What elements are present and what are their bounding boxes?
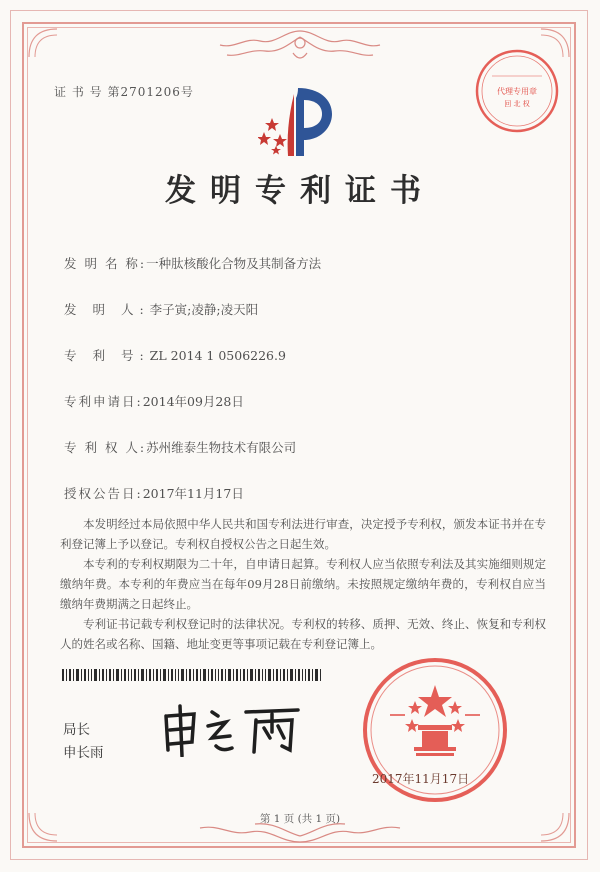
- inventor-label: 发 明 人:: [64, 302, 150, 317]
- director-name: 申长雨: [63, 745, 104, 761]
- certificate-title: 发明专利证书: [165, 173, 435, 209]
- patentee-row: [64, 438, 296, 456]
- filing-date-label: 专利申请日:: [64, 394, 143, 409]
- filing-date-row: [64, 392, 244, 410]
- inventors: 李子寅;凌静;凌天阳: [149, 302, 259, 317]
- invention-name: 一种肽核酸化合物及其制备方法: [146, 256, 322, 271]
- barcode-icon: [62, 669, 322, 681]
- page-number: 第 1 页 (共 1 页): [259, 813, 341, 825]
- seal-date: 2017年11月17日: [372, 772, 470, 786]
- filing-date: 2014年09月28日: [142, 394, 244, 409]
- corner-ornament-icon: [27, 27, 67, 67]
- certificate-number: 证 书 号 第2701206号: [54, 85, 194, 99]
- patentee: 苏州维泰生物技术有限公司: [146, 440, 297, 455]
- patent-number: ZL 2014 1 0506226.9: [149, 348, 286, 363]
- grant-date-label: 授权公告日:: [64, 486, 143, 501]
- grant-date: 2017年11月17日: [142, 486, 244, 501]
- invention-name-label: 发 明 名 称:: [64, 256, 147, 271]
- top-ornament-icon: [205, 27, 395, 67]
- body-paragraph: 本专利的专利权期限为二十年，自申请日起算。专利权人应当依照专利法及其实施细则规定缴纳年费。本专利的年费应当在每年09月28日前缴纳。未按照规定缴纳年费的，专利权自应当缴纳年费期满之日起终止。: [60, 557, 546, 611]
- inventor-row: [64, 300, 258, 318]
- patent-office-logo-icon: [258, 86, 338, 158]
- body-paragraph: 专利证书记载专利权登记时的法律状况。专利权的转移、质押、无效、终止、恢复和专利权人的姓名或名称、国籍、地址变更等事项记载在专利登记簿上。: [60, 617, 546, 651]
- svg-text:回 北 权: 回 北 权: [504, 100, 530, 108]
- patentee-label: 专 利 权 人:: [64, 440, 147, 455]
- patent-number-row: [64, 346, 286, 364]
- handwritten-signature-icon: [160, 702, 310, 757]
- body-paragraph: 本发明经过本局依照中华人民共和国专利法进行审查，决定授予专利权，颁发本证书并在专利登记簿上予以登记。专利权自授权公告之日起生效。: [60, 517, 546, 551]
- invention-name-row: [64, 254, 321, 272]
- certificate-body: [60, 514, 546, 654]
- svg-text:代理专用章: 代理专用章: [497, 87, 537, 96]
- grant-date-row: [64, 484, 244, 502]
- director-title: 局长: [63, 722, 90, 738]
- agency-stamp-icon: [472, 46, 562, 136]
- patent-number-label: 专 利 号:: [64, 348, 150, 363]
